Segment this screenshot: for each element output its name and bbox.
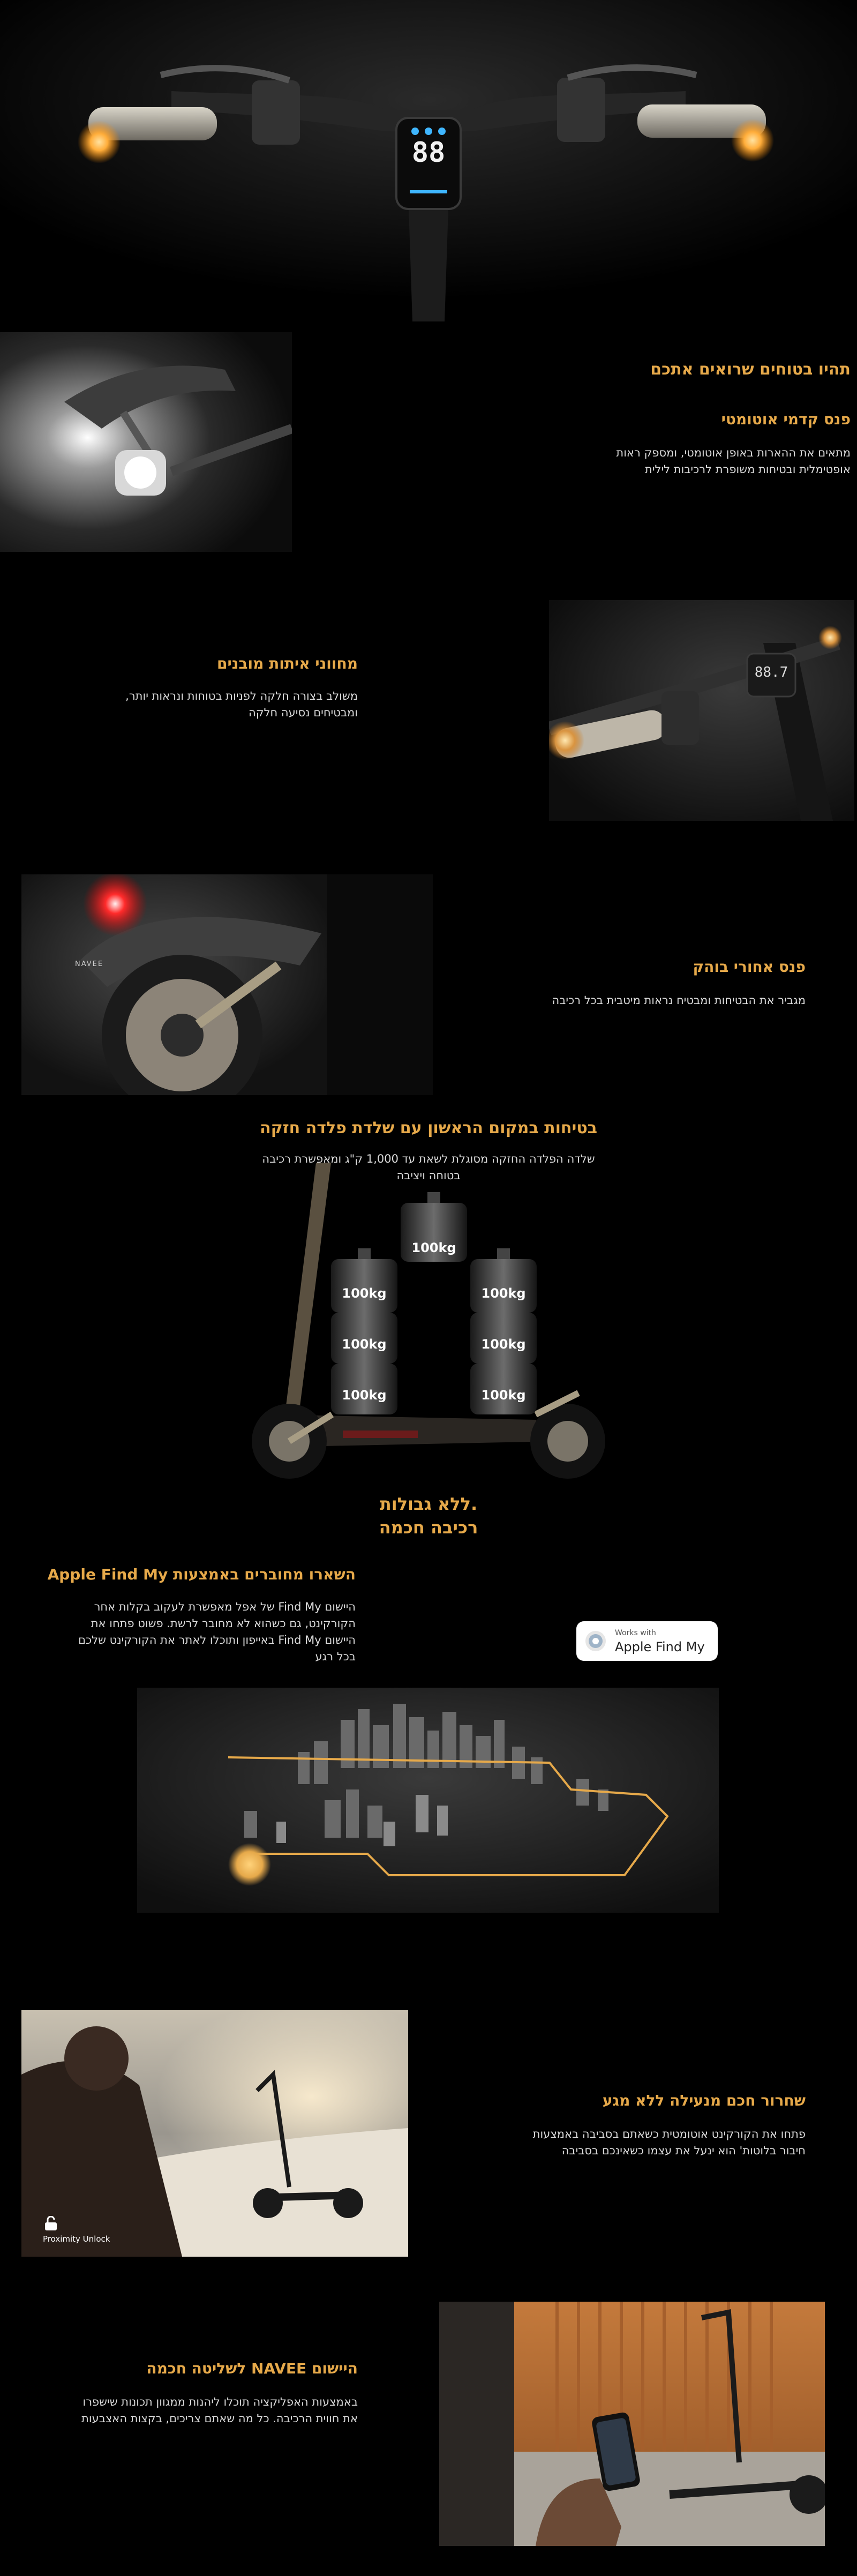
brand-label: NAVEE [75, 960, 104, 968]
city-map-image [137, 1688, 719, 1913]
weight-label-right-1: 100kg [481, 1286, 526, 1301]
frame-title: בטיחות במקום הראשון עם שלדת פלדה חזקה [259, 1119, 598, 1137]
dashboard-digits: 88 [411, 137, 446, 169]
indicators-text-1: משולב בצורה חלקה לפניות בטוחות ונראות יותר, [125, 690, 358, 702]
weight-label-left-2: 100kg [342, 1337, 387, 1352]
findmy-badge [576, 1621, 718, 1661]
indicator-display-readout: 88.7 [754, 664, 788, 680]
proximity-unlock-label: Proximity Unlock [43, 2234, 110, 2244]
rear-light-text: מגביר את הבטיחות ומבטיח נראות מיטבית בכל רכיבה [552, 994, 806, 1007]
weight-label-left-3: 100kg [342, 1388, 387, 1403]
scooter-weights-image [236, 1163, 632, 1500]
findmy-badge-small: Works with [615, 1629, 656, 1637]
findmy-badge-large: Apple Find My [615, 1639, 705, 1654]
weight-label-right-3: 100kg [481, 1388, 526, 1403]
unlock-text-2: חיבור בלוטות' הוא ינעל את עצמו כשאינכם בסביבה [561, 2144, 806, 2157]
unlock-title: שחרור חכם מנעילה ללא מגע [602, 2092, 806, 2109]
findmy-text-1: היישום Find My של אפל מאפשרת לעקוב בקלות אחר [94, 1600, 356, 1613]
headlight-text-1: מתאים את ההארות באופן אוטומטי, ומספק ראות [616, 446, 851, 459]
unlock-icon [44, 2216, 58, 2231]
proximity-unlock-image [21, 2010, 408, 2257]
indicators-text-2: ומבטיחים נסיעה חלקה [248, 706, 358, 719]
headlight-text-2: אופטימלית ובטיחות משופרת לרכיבות לילית [645, 463, 851, 476]
hero-handlebar-image [0, 0, 857, 332]
tagline-2: רכיבה חכמה [379, 1517, 478, 1538]
findmy-text-2: הקורקינט, גם כשהוא לא מחובר לרשת. פשוט פתחו את [91, 1617, 356, 1630]
app-text-2: את חווית הרכיבה. כל מה שאתם צריכים, בקצות האצבעות [81, 2412, 358, 2425]
app-text-1: באמצעות האפליקציה תוכלו ליהנות ממגוון תכונות שישפרו [82, 2395, 358, 2408]
indicators-title: מחווני איתות מובנים [216, 655, 358, 672]
findmy-title: השארו מחוברים באמצעות Apple Find My [47, 1566, 356, 1583]
rear-light-title: פנס אחורי בוהק [693, 958, 806, 976]
frame-text-1: שלדה הפלדה החזקה מסוגלת לשאת עד 1,000 ק"ג ומאפשרת רכיבה [262, 1152, 595, 1165]
indicator-grip-image [549, 600, 854, 821]
safety-title: תהיו בטוחים שרואים אתכם [650, 360, 851, 379]
app-phone-image [439, 2302, 825, 2546]
rear-light-image [21, 874, 433, 1095]
unlock-text-1: פתחו את הקורקינט אוטומטית כשאתם בסביבה באמצעות [532, 2128, 806, 2140]
app-title: היישום NAVEE לשליטה חכמה [146, 2360, 358, 2377]
weight-label-left-1: 100kg [342, 1286, 387, 1301]
findmy-text-4: בכל רגע [315, 1650, 356, 1663]
weight-label-top: 100kg [411, 1240, 456, 1255]
headlight-title: פנס קדמי אוטומטי [721, 410, 851, 428]
headlight-image [0, 332, 292, 552]
findmy-icon [585, 1630, 606, 1652]
tagline-1: ללא גבולות. [379, 1494, 478, 1514]
weight-label-right-2: 100kg [481, 1337, 526, 1352]
frame-text-2: בטוחה ויציבה [396, 1169, 461, 1182]
findmy-text-3: היישום Find My באייפון ותוכלו לאתר את הקורקינט שלכם [78, 1634, 356, 1646]
